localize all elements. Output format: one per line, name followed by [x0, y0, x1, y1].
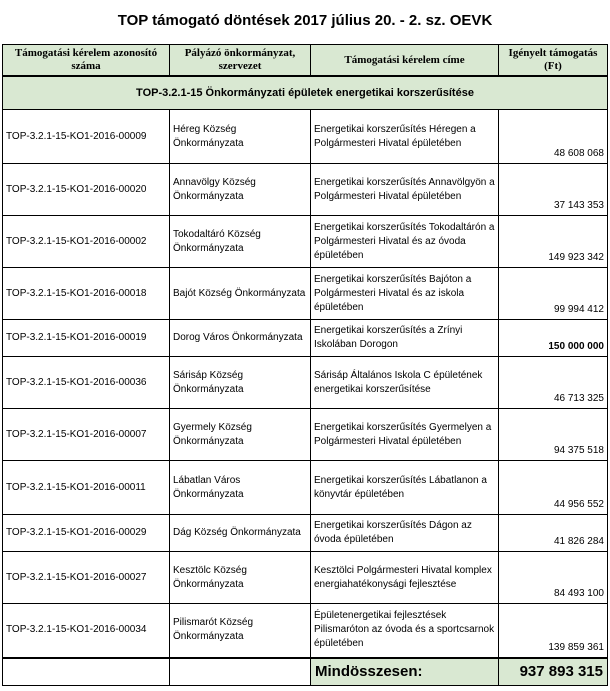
- row-applicant: Dág Község Önkormányzata: [170, 515, 311, 552]
- total-row: [3, 658, 608, 686]
- row-id: TOP-3.2.1-15-KO1-2016-00002: [3, 216, 170, 268]
- table-row: [3, 164, 608, 216]
- row-title: Energetikai korszerűsítés Dágon az óvoda épületében: [311, 515, 499, 552]
- table-row: [3, 604, 608, 658]
- row-id: TOP-3.2.1-15-KO1-2016-00011: [3, 461, 170, 515]
- row-title: Energetikai korszerűsítés Bajóton a Polgármesteri Hivatal és az iskola épületében: [311, 268, 499, 320]
- row-title: Energetikai korszerűsítés Annavölgyön a Polgármesteri Hivatal épületében: [311, 164, 499, 216]
- row-id: TOP-3.2.1-15-KO1-2016-00018: [3, 268, 170, 320]
- row-applicant: Gyermely Község Önkormányzata: [170, 409, 311, 461]
- section-title: TOP-3.2.1-15 Önkormányzati épületek energetikai korszerűsítése: [3, 76, 608, 110]
- row-title: Kesztölci Polgármesteri Hivatal komplex energiahatékonysági fejlesztése: [311, 552, 499, 604]
- table-row: [3, 461, 608, 515]
- row-amount: 99 994 412: [499, 268, 608, 320]
- row-id: TOP-3.2.1-15-KO1-2016-00019: [3, 320, 170, 357]
- row-applicant: Annavölgy Község Önkormányzata: [170, 164, 311, 216]
- row-applicant: Sárisáp Község Önkormányzata: [170, 357, 311, 409]
- table-row: [3, 268, 608, 320]
- row-applicant: Tokodaltáró Község Önkormányzata: [170, 216, 311, 268]
- header-title: Támogatási kérelem címe: [311, 45, 499, 77]
- total-spacer: [3, 658, 170, 686]
- row-title: Sárisáp Általános Iskola C épületének energetikai korszerűsítése: [311, 357, 499, 409]
- table-row: [3, 515, 608, 552]
- row-amount: 44 956 552: [499, 461, 608, 515]
- row-id: TOP-3.2.1-15-KO1-2016-00036: [3, 357, 170, 409]
- row-id: TOP-3.2.1-15-KO1-2016-00034: [3, 604, 170, 658]
- row-id: TOP-3.2.1-15-KO1-2016-00027: [3, 552, 170, 604]
- row-title: Energetikai korszerűsítés Héregen a Polgármesteri Hivatal épületében: [311, 110, 499, 164]
- row-amount: 46 713 325: [499, 357, 608, 409]
- row-amount: 37 143 353: [499, 164, 608, 216]
- row-applicant: Lábatlan Város Önkormányzata: [170, 461, 311, 515]
- table-row: [3, 320, 608, 357]
- row-title: Energetikai korszerűsítés Tokodaltárón a Polgármesteri Hivatal és az óvoda épületében: [311, 216, 499, 268]
- row-amount: 150 000 000: [499, 320, 608, 357]
- row-amount: 41 826 284: [499, 515, 608, 552]
- document-title: TOP támogató döntések 2017 július 20. - 2. sz. OEVK: [117, 12, 493, 29]
- row-applicant: Dorog Város Önkormányzata: [170, 320, 311, 357]
- row-amount: 48 608 068: [499, 110, 608, 164]
- total-label: Mindösszesen:: [311, 658, 499, 686]
- header-amount: Igényelt támogatás (Ft): [499, 45, 608, 77]
- table-row: [3, 110, 608, 164]
- header-id: Támogatási kérelem azonosító száma: [3, 45, 170, 77]
- row-id: TOP-3.2.1-15-KO1-2016-00007: [3, 409, 170, 461]
- total-amount: 937 893 315: [499, 658, 608, 686]
- row-applicant: Pilismarót Község Önkormányzata: [170, 604, 311, 658]
- table-row: [3, 357, 608, 409]
- grants-table: [2, 44, 608, 686]
- row-title: Energetikai korszerűsítés Lábatlanon a könyvtár épületében: [311, 461, 499, 515]
- row-applicant: Bajót Község Önkormányzata: [170, 268, 311, 320]
- table-row: [3, 552, 608, 604]
- table-row: [3, 409, 608, 461]
- row-id: TOP-3.2.1-15-KO1-2016-00029: [3, 515, 170, 552]
- row-title: Épületenergetikai fejlesztések Pilismaróton az óvoda és a sportcsarnok épületében: [311, 604, 499, 658]
- section-row: [3, 76, 608, 110]
- row-amount: 84 493 100: [499, 552, 608, 604]
- row-id: TOP-3.2.1-15-KO1-2016-00009: [3, 110, 170, 164]
- row-amount: 139 859 361: [499, 604, 608, 658]
- table-row: [3, 216, 608, 268]
- row-title: Energetikai korszerűsítés a Zrínyi Iskolában Dorogon: [311, 320, 499, 357]
- row-applicant: Kesztölc Község Önkormányzata: [170, 552, 311, 604]
- table-header-row: [3, 45, 608, 77]
- row-amount: 94 375 518: [499, 409, 608, 461]
- row-id: TOP-3.2.1-15-KO1-2016-00020: [3, 164, 170, 216]
- row-title: Energetikai korszerűsítés Gyermelyen a Polgármesteri Hivatal épületében: [311, 409, 499, 461]
- total-spacer: [170, 658, 311, 686]
- header-applicant: Pályázó önkormányzat, szervezet: [170, 45, 311, 77]
- row-applicant: Héreg Község Önkormányzata: [170, 110, 311, 164]
- row-amount: 149 923 342: [499, 216, 608, 268]
